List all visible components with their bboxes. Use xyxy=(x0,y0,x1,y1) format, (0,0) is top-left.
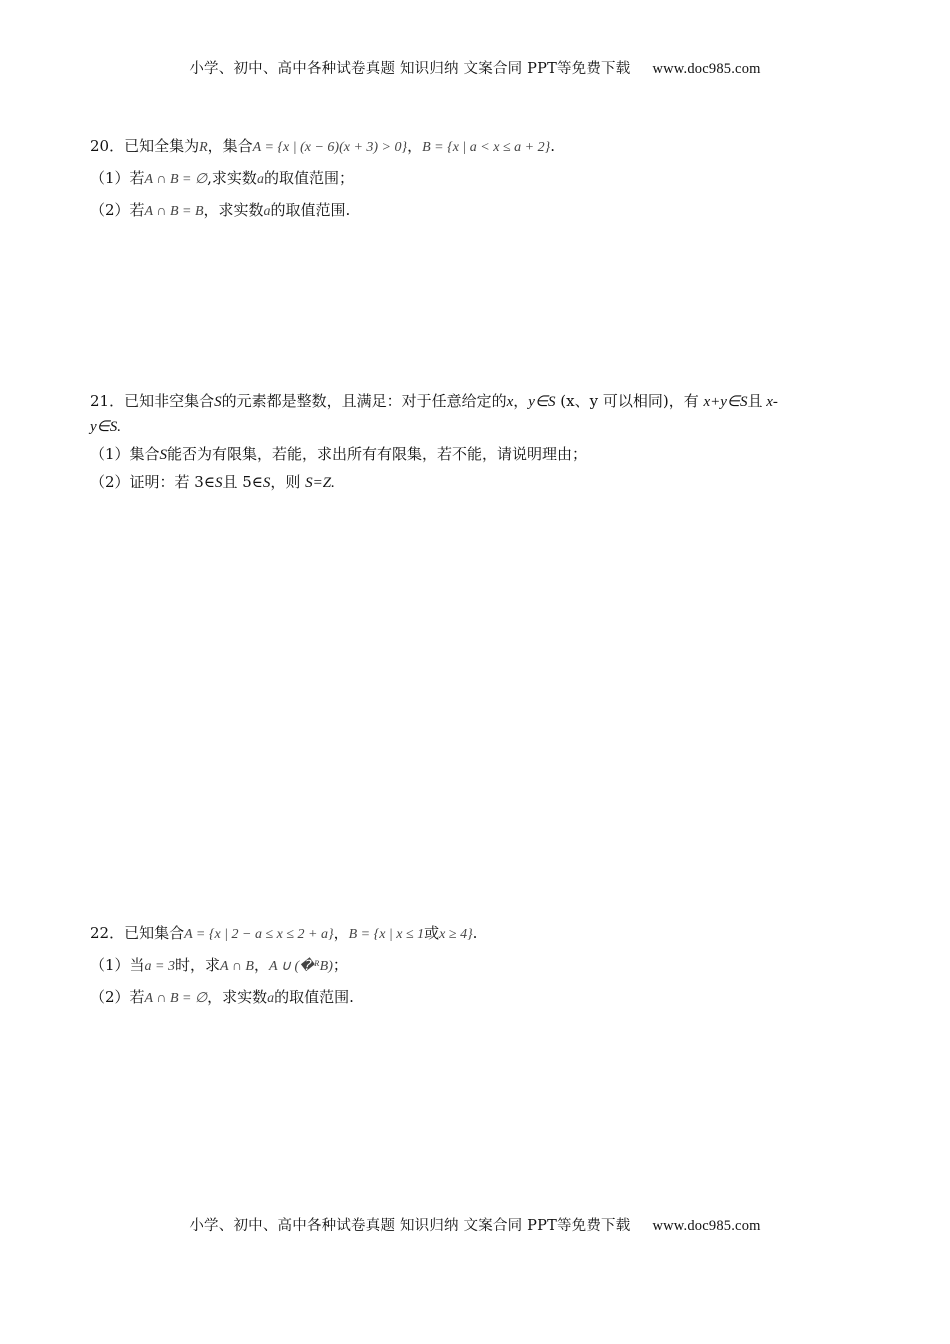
q22-part-1 xyxy=(90,956,850,976)
q20-p2-prefix: （2）若 xyxy=(90,201,145,219)
question-21 xyxy=(90,392,850,492)
q21-diff-in-s: y∈S. xyxy=(90,419,121,435)
q21-p2-conclusion: S=Z. xyxy=(305,475,335,491)
q20-stem xyxy=(90,137,850,157)
q22-p1-end: ； xyxy=(332,956,348,974)
q21-set-s: S xyxy=(214,394,222,410)
header-text: 小学、初中、高中各种试卷真题 知识归纳 文案合同 PPT等免费下载 xyxy=(189,61,631,77)
q22-end: . xyxy=(472,924,478,942)
q21-p1-prefix: （1）集合 xyxy=(90,445,160,463)
q22-p1-separator: ， xyxy=(253,956,269,974)
q21-p2-and: 且 5∈ xyxy=(222,473,263,491)
q22-p2-text: ，求实数 xyxy=(207,988,268,1006)
q22-p2-condition: A ∩ B = ∅ xyxy=(144,991,208,1006)
q21-p2-prefix: （2）证明：若 3∈ xyxy=(90,473,215,491)
q20-end: . xyxy=(550,137,555,155)
q22-separator: ， xyxy=(333,924,349,942)
q21-paren-note: (x、y 可以相同)，有 xyxy=(555,392,704,410)
q22-p1-condition: a = 3 xyxy=(144,959,175,974)
q21-p2-then: ，则 xyxy=(270,473,306,491)
q21-prefix: 21．已知非空集合 xyxy=(90,392,215,410)
q22-p2-prefix: （2）若 xyxy=(90,988,145,1006)
q22-p1-intersection: A ∩ B xyxy=(220,959,254,974)
q22-p2-suffix: 的取值范围. xyxy=(274,988,354,1006)
page-header xyxy=(0,57,950,78)
q20-p1-condition: A ∩ B = ∅ xyxy=(144,172,208,187)
q21-stem-line-2 xyxy=(90,417,850,436)
q21-and: 且 xyxy=(747,392,763,410)
q21-part-1 xyxy=(90,445,850,464)
q22-set-b-part-2: x ≥ 4} xyxy=(439,927,473,942)
q22-p1-union-complement: A ∪ (�ᴿB) xyxy=(269,959,333,974)
q21-part-2 xyxy=(90,473,850,492)
q20-p1-suffix: 的取值范围； xyxy=(263,169,354,187)
q20-set-a: A = {x | (x − 6)(x + 3) > 0} xyxy=(252,140,408,155)
q20-stem-prefix: 20．已知全集为 xyxy=(90,137,200,155)
question-20 xyxy=(90,137,850,221)
q20-stem-mid: ，集合 xyxy=(207,137,253,155)
footer-site-link[interactable]: www.doc985.com xyxy=(652,1218,761,1234)
q20-part-1 xyxy=(90,169,850,189)
q21-x-dash: x- xyxy=(762,394,778,410)
q21-stem-line-1 xyxy=(90,392,850,411)
footer-text: 小学、初中、高中各种试卷真题 知识归纳 文案合同 PPT等免费下载 xyxy=(189,1218,631,1234)
q22-stem xyxy=(90,924,850,944)
page-footer xyxy=(0,1214,950,1235)
q22-set-a: A = {x | 2 − a ≤ x ≤ 2 + a} xyxy=(184,927,334,942)
q21-var-x: x xyxy=(506,394,514,410)
q20-p1-variable: a xyxy=(256,172,264,187)
q21-y-in-s: y∈S xyxy=(528,394,556,410)
q20-set-b: B = {x | a < x ≤ a + 2} xyxy=(422,140,551,155)
q20-separator: ， xyxy=(407,137,423,155)
q20-universal-set: R xyxy=(199,140,208,155)
q20-p2-condition: A ∩ B = B xyxy=(144,204,204,219)
q21-p1-set-s: S xyxy=(159,447,168,463)
q22-set-b-or: 或 xyxy=(424,924,440,942)
question-22 xyxy=(90,924,850,1008)
q21-p1-text: 能否为有限集，若能，求出所有有限集，若不能，请说明理由； xyxy=(167,445,588,463)
q20-p1-text: ,求实数 xyxy=(207,169,257,187)
q21-p2-set-s-1: S xyxy=(214,475,223,491)
q22-p1-prefix: （1）当 xyxy=(90,956,145,974)
q21-sum-in-s: x+y∈S xyxy=(703,394,748,410)
q20-part-2 xyxy=(90,201,850,221)
q20-p2-suffix: 的取值范围. xyxy=(270,201,351,219)
q21-p2-set-s-2: S xyxy=(262,475,271,491)
q20-p2-text: ，求实数 xyxy=(203,201,264,219)
q22-p2-variable: a xyxy=(267,991,275,1006)
q22-part-2 xyxy=(90,988,850,1008)
q22-prefix: 22．已知集合 xyxy=(90,924,185,942)
q22-p1-text: 时，求 xyxy=(175,956,221,974)
q21-comma: ， xyxy=(513,392,529,410)
q21-condition-text: 的元素都是整数，且满足：对于任意给定的 xyxy=(221,392,507,410)
q22-set-b-part-1: B = {x | x ≤ 1 xyxy=(348,927,425,942)
header-site-link[interactable]: www.doc985.com xyxy=(652,61,761,77)
q20-p2-variable: a xyxy=(263,204,271,219)
q20-p1-prefix: （1）若 xyxy=(90,169,145,187)
